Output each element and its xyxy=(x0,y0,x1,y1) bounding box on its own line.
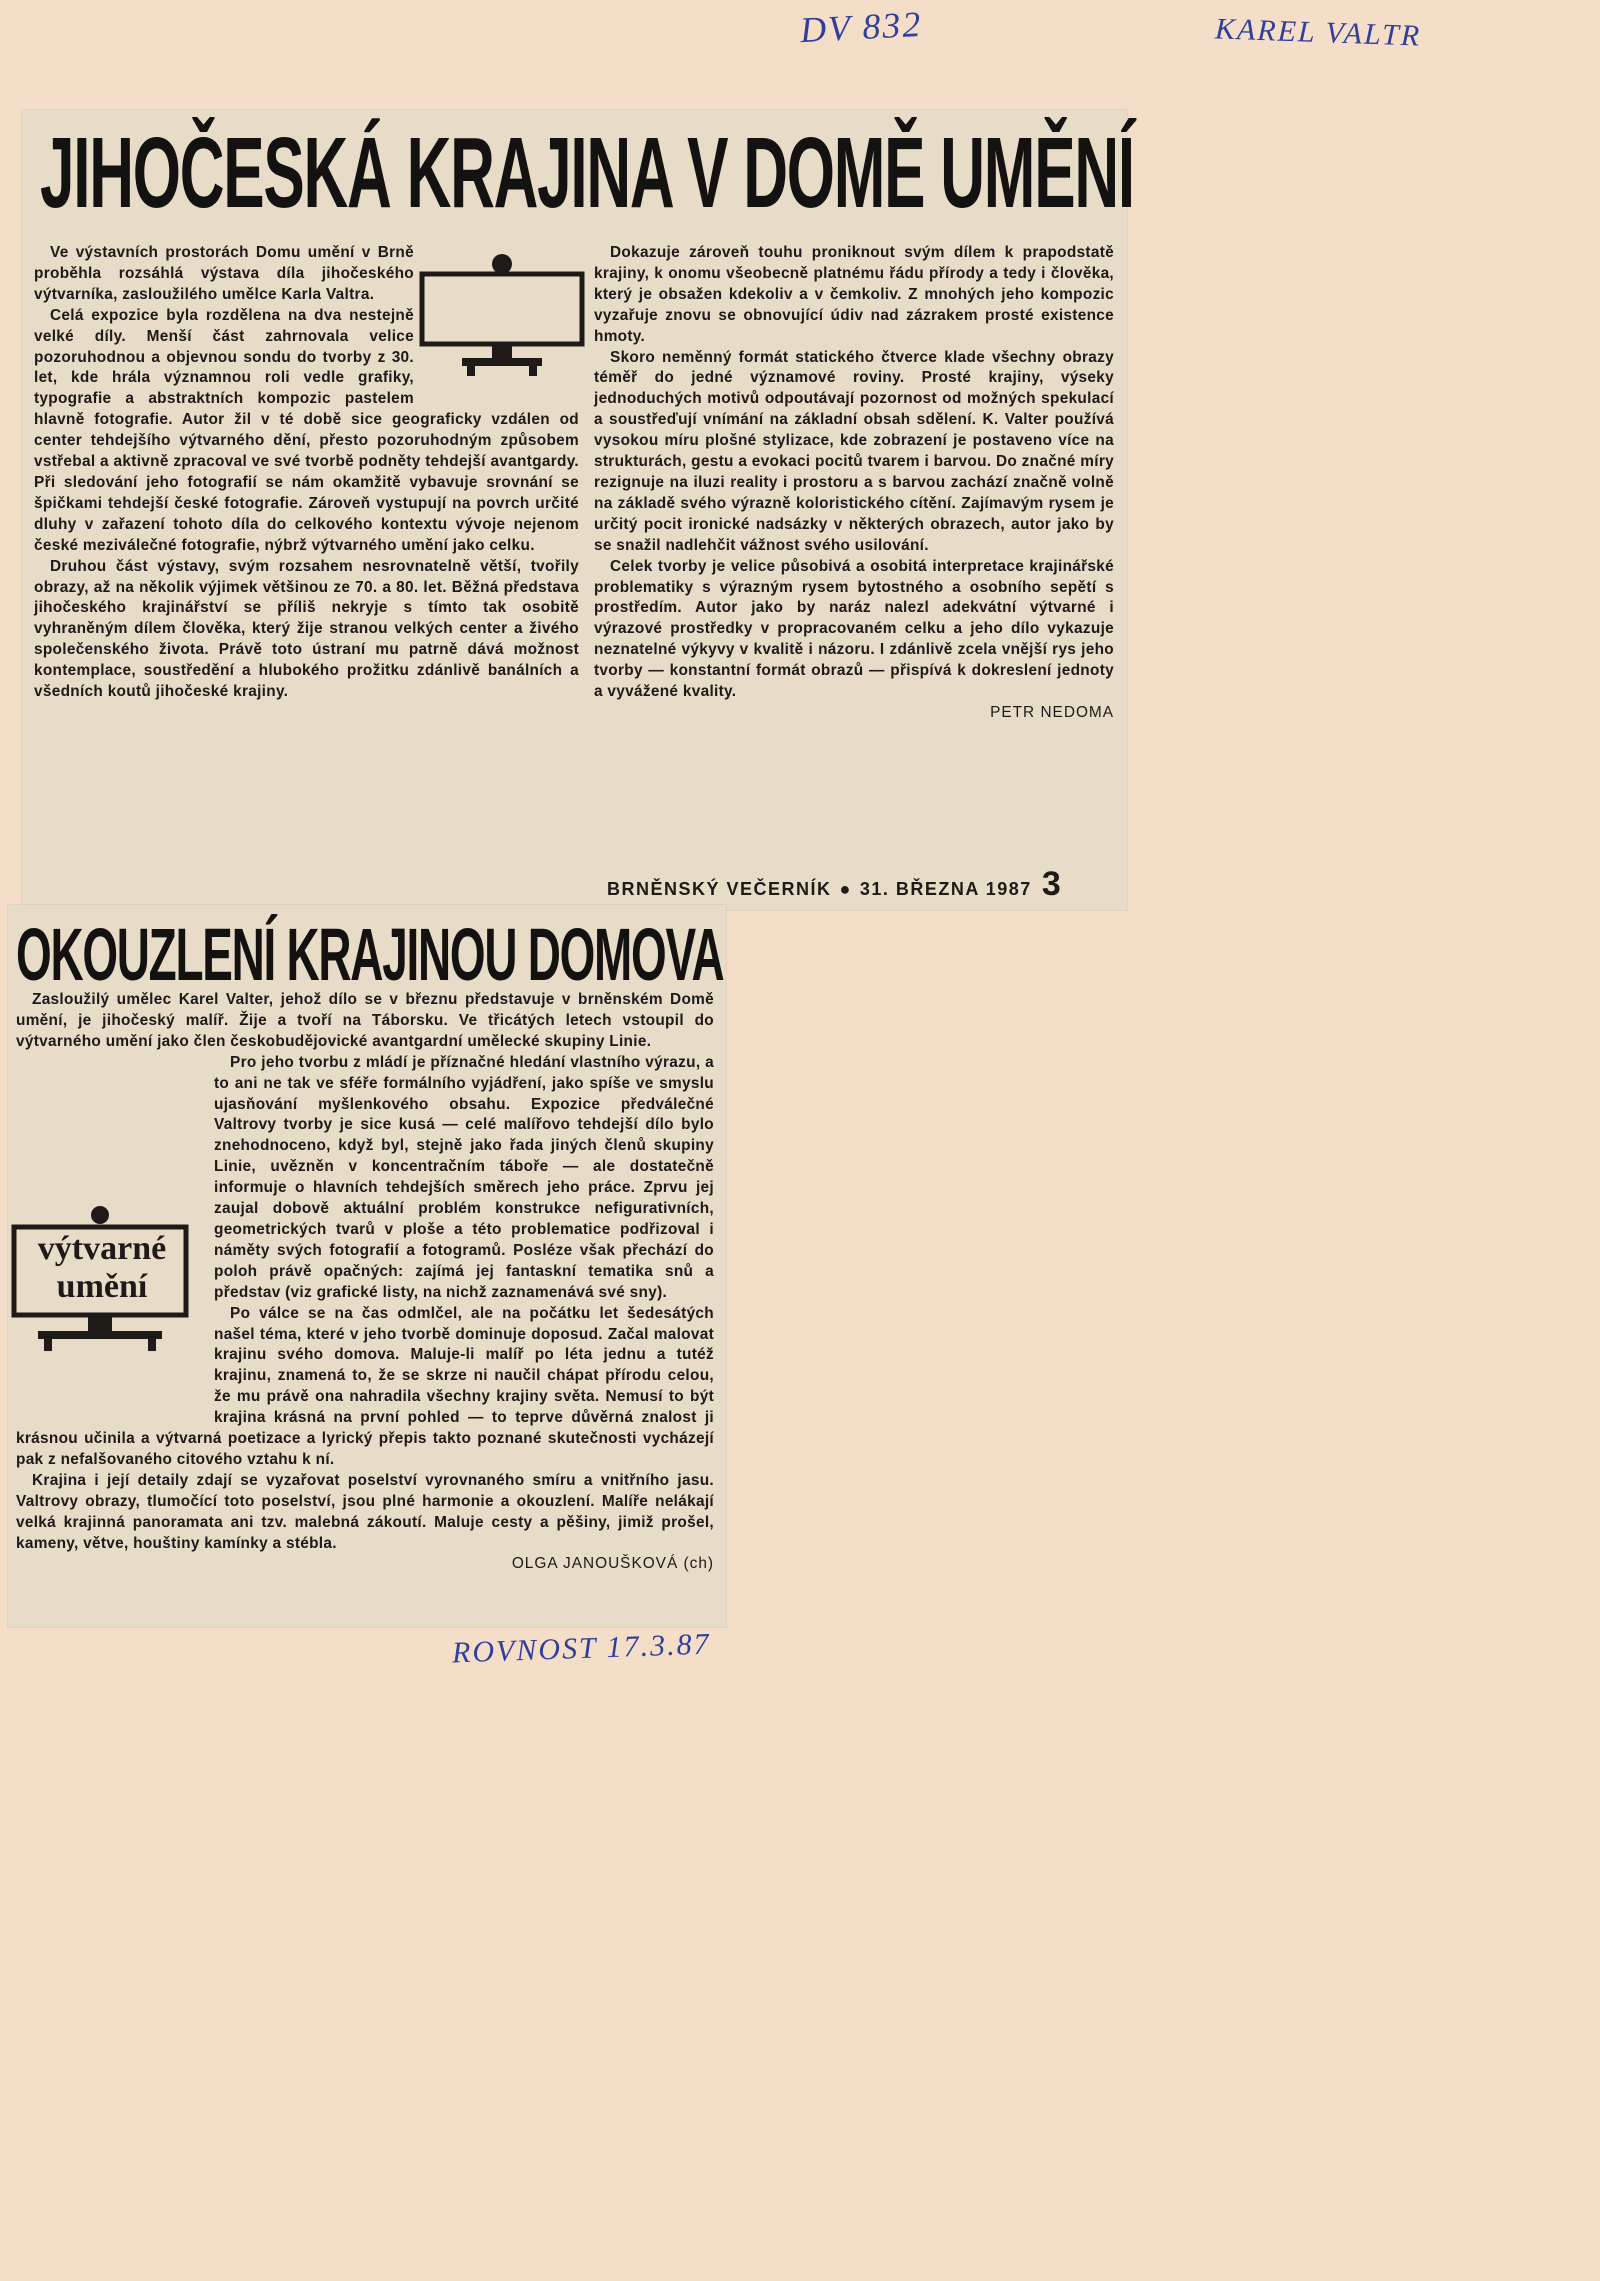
article2-paragraph: Krajina i její detaily zdají se vyzařovat poselství vyrovnaného smíru a vnitřního jasu. Valtrovy obrazy, tlumočící toto poselství, jsou plné harmonie a okouzlení. Malíře nelákají velká krajinná panoramata ani tzv. malebná zákoutí. Maluje cesty a pěšiny, jimiž prošel, kameny, větve, houštiny kamínky a stébla. xyxy=(16,1471,714,1552)
handwritten-source-note: ROVNOST 17.3.87 xyxy=(451,1627,712,1670)
article2-paragraph: Zasloužilý umělec Karel Valter, jehož dílo se v březnu představuje v brněnském Domě umění, je jihočeský malíř. Žije a tvoří na Táborsku. Ve třicátých letech vstoupil do výtvarného umění jako člen českobudějovické avantgardní umělecké skupiny Linie. xyxy=(16,991,714,1050)
article1-paragraph: Druhou část výstavy, svým rozsahem nesrovnatelně větší, tvořily obrazy, až na několik výjimek většinou ze 70. a 80. let. Běžná představa jihočeského krajinářství se příliš nekryje s tímto tak osobitě vyhraněným dílem člověka, který žije stranou velkých center a živého společenského života. Právě toto ústraní mu patrně dává možnost kontemplace, soustředění a hlubokého prožitku zdánlivě banálních a všedních koutů jihočeské krajiny. xyxy=(34,557,579,701)
article2-headline: OKOUZLENÍ KRAJINOU DOMOVA xyxy=(16,913,724,996)
article2-paragraph: Pro jeho tvorbu z mládí je příznačné hledání vlastního výrazu, a to ani ne tak ve sféře formálního vyjádření, jako spíše ve smyslu ujasňování myšlenkového obsahu. Expozice předválečné Valtrovy tvorby je sice kusá — celé malířovo tehdejší dílo bylo znehodnoceno, když byl, stejně jako řada jiných členů skupiny Linie, uvězněn v koncentračním táboře — ale dostatečně informuje o hlavních tehdejších směrech jeho práce. Zprvu jej zaujal dobově aktuální problém konstrukce nefigurativních, geometrických tvarů v ploše a této problematice podřizoval i náměty svých fotografií a fotogramů. Posléze však přechází do poloh právě opačných: zajímá jej fantaskní tematika snů a představ (viz grafické listy, na nichž zaznamenává své sny). xyxy=(214,1053,714,1301)
article1-column-2 xyxy=(594,243,1114,724)
handwritten-catalog-number: DV 832 xyxy=(799,3,924,51)
article1-column-1 xyxy=(34,243,579,703)
article1-paragraph: Celek tvorby je velice působivá a osobitá interpretace krajinářské problematiky s výrazným rysem bytostného a osobního sepětí s prostředím. Autor jako by naráz nalezl adekvátní výtvarné i výrazové prostředky v propracovaném celku a jeho dílo vykazuje neznatelné výkyvy v kvalitě i názoru. I zdánlivě zcela vnější rys jeho tvorby — konstantní formát obrazů — přispívá k dokreslení jednoty a vyvážené kvality. xyxy=(594,557,1114,701)
article2-body xyxy=(16,990,714,1575)
article2-signature: OLGA JANOUŠKOVÁ (ch) xyxy=(511,1555,714,1573)
badge-line-2: umění xyxy=(56,1268,148,1305)
article1-paragraph: Ve výstavních prostorách Domu umění v Brně proběhla rozsáhlá výstava díla jihočeského výtvarníka, zasloužilého umělce Karla Valtra. xyxy=(34,244,414,303)
article1-paragraph: Dokazuje zároveň touhu proniknout svým dílem k prapodstatě krajiny, k onomu všeobecně platnému řádu přírody a tedy i člověka, který je obsažen kdekoliv a v čemkoliv. Z mnohých jeho kompozic vyzařuje znovu se obnovující údiv nad zázrakem prosté existence hmoty. xyxy=(594,244,1114,345)
article1-headline: JIHOČESKÁ KRAJINA V DOMĚ UMĚNÍ xyxy=(40,117,1134,229)
handwritten-author-note: KAREL VALTR xyxy=(1214,12,1422,53)
newspaper-date: 31. BŘEZNA 1987 xyxy=(859,879,1032,899)
newspaper-name: BRNĚNSKÝ VEČERNÍK xyxy=(607,879,832,899)
clipping-brnensky-vecernik xyxy=(22,110,1134,910)
article1-paragraph: Skoro neměnný formát statického čtverce klade všechny obrazy téměř do jedné významové roviny. Prosté krajiny, výseky jednoduchých motivů odpoutávají pozornost od možných spekulací a soustřeďují vnímání na základní obsah sdělení. K. Valter používá vysokou míru plošné stylizace, kde zobrazení je postaveno více na strukturách, gestu a evokaci pocitů tvarem i barvou. Do značné míry rezignuje na iluzi reality i prostoru a s barvou zachází značně volně na základě svého výrazně koloristického cítění. Zajímavým rysem je určitý pocit ironické nadsázky v některých obrazech, autor jako by se snažil nadlehčit vážnost svého usilování. xyxy=(594,348,1114,554)
article1-signature: PETR NEDOMA xyxy=(990,703,1114,721)
newspaper-footer: BRNĚNSKÝ VEČERNÍK ● 31. BŘEZNA 1987 3 xyxy=(607,865,1063,903)
article1-paragraph: Celá expozice byla rozdělena na dva nestejně velké díly. Menší část zahrnovala velice pozoruhodnou a objevnou sondu do tvorby z 30. let, kde hrála významnou roli vedle grafiky, typografie a abstraktních kompozic pastelem hlavně fotografie. Autor žil v té době sice geograficky vzdálen od center tehdejšího výtvarného dění, přesto pozoruhodným způsobem vstřebal a aktivně zpracoval ve své tvorbě podněty tehdejší avantgardy. Při sledování jeho fotografií se nám okamžitě vybavuje srovnání se špičkami tehdejší české fotografie. Zároveň vystupují na povrch určité dluhy v zařazení tohoto díla do celkového kontextu vývoje nejenom české meziválečné fotografie, nýbrž výtvarného umění jako celku. xyxy=(34,306,579,554)
article2-paragraph: Po válce se na čas odmlčel, ale na počátku let šedesátých našel téma, které v jeho tvorbě dominuje doposud. Začal malovat krajinu svého domova. Maluje-li malíř po léta jednu a tutéž krajinu, znamená to, že se skrze ni naučil chápat přírodu celou, že mu právě ona nahradila všechny krajiny světa. Nemusí to být krajina krásná na první pohled — to teprve důvěrná znalost ji krásnou učinila a výtvarná poetizace a lyrický přepis takto poznané skutečnosti vycházejí pak z nefalšovaného citového vztahu k ní. xyxy=(16,1304,714,1468)
page-number: 3 xyxy=(1041,865,1063,903)
badge-line-1: výtvarné xyxy=(37,1230,167,1267)
clipping-rovnost xyxy=(8,905,726,1627)
